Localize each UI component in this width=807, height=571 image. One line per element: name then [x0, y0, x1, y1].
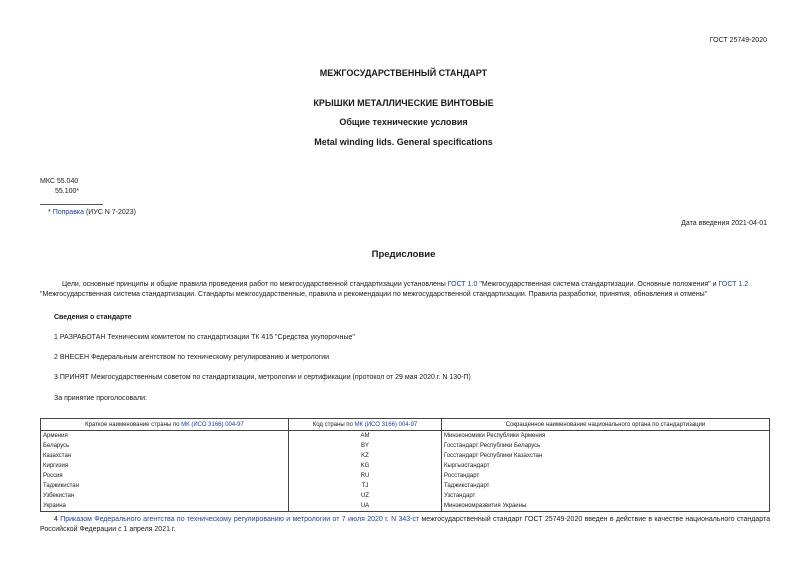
voting-countries-table [40, 418, 770, 512]
table-row [41, 491, 770, 501]
cell-code: KG [289, 461, 442, 471]
cell-body: Кыргызстандарт [442, 461, 770, 471]
cell-country: Казахстан [41, 451, 289, 461]
item4-num: 4 [54, 516, 61, 523]
table-row [41, 431, 770, 442]
cell-code: KZ [289, 451, 442, 461]
document-title: КРЫШКИ МЕТАЛЛИЧЕСКИЕ ВИНТОВЫЕ [313, 98, 494, 108]
interstate-heading: МЕЖГОСУДАРСТВЕННЫЙ СТАНДАРТ [319, 68, 488, 78]
intro-date: Дата введения 2021-04-01 [681, 220, 767, 227]
col-code-link[interactable]: МК (ИСО 3166) 004-97 [354, 421, 418, 428]
order-link[interactable]: Приказом Федерального агентства по техническому регулированию и метрологии от 7 июля 2020 г. N 343-ст [60, 516, 420, 523]
table-row [41, 451, 770, 461]
cell-code: BY [289, 441, 442, 451]
gost-1-0-link[interactable]: ГОСТ 1.0 [447, 281, 478, 288]
foreword-paragraph [40, 280, 770, 300]
amendment-link[interactable]: Поправка [52, 209, 85, 216]
voted-label: За принятие проголосовали: [54, 395, 147, 402]
document-subtitle: Общие технические условия [339, 117, 468, 127]
cell-country: Россия [41, 471, 289, 481]
cell-body: Госстандарт Республики Беларусь [442, 441, 770, 451]
cell-code: UZ [289, 491, 442, 501]
cell-code: AM [289, 431, 442, 442]
table-row [41, 471, 770, 481]
col-country-header [41, 419, 289, 431]
item-adopted: 3 ПРИНЯТ Межгосударственным советом по стандартизации, метрологии и сертификации (протокол от 29 мая 2020 г. N 130-П) [54, 374, 471, 381]
cell-country: Киргизия [41, 461, 289, 471]
col-code-text: Код страны по [312, 421, 355, 428]
table-row [41, 461, 770, 471]
table-row [41, 441, 770, 451]
gost-1-2-link[interactable]: ГОСТ 1.2 [718, 281, 749, 288]
table-row [41, 481, 770, 491]
p1-text-a: Цели, основные принципы и общие правила проведения работ по межгосударственной стандартизации установлены [62, 281, 448, 288]
p1-text-b: "Межгосударственная система стандартизации. Основные положения" и [477, 281, 719, 288]
cell-country: Беларусь [41, 441, 289, 451]
footnote-divider [40, 204, 103, 205]
col-body-header: Сокращенное наименование национального органа по стандартизации [442, 419, 770, 431]
p1-text-c: "Межгосударственная система стандартизации. Стандарты межгосударственные, правила и рекомендации по межгосударственной стандартизации. Правила разработки, принятия, обновления и отмены" [40, 291, 708, 298]
col-country-text: Краткое наименование страны по [85, 421, 182, 428]
item4-rest: межгосударственный стандарт ГОСТ 25749-2020 введен в действие в качестве национального стандарта Российской Федерации с 1 апреля 2021 г. [40, 516, 770, 533]
table-header-row [41, 419, 770, 431]
gost-number: ГОСТ 25749-2020 [709, 37, 767, 44]
cell-country: Украина [41, 501, 289, 512]
cell-body: Росстандарт [442, 471, 770, 481]
footnote-star: * [48, 209, 51, 216]
col-code-header [289, 419, 442, 431]
cell-body: Узстандарт [442, 491, 770, 501]
item-developed: 1 РАЗРАБОТАН Техническим комитетом по стандартизации ТК 415 "Средства укупорочные" [54, 334, 355, 341]
item-submitted: 2 ВНЕСЕН Федеральным агентством по техническому регулированию и метрологии [54, 354, 330, 361]
col-country-link[interactable]: МК (ИСО 3166) 004-97 [181, 421, 244, 428]
cell-country: Узбекистан [41, 491, 289, 501]
cell-body: Минэкономики Республики Армения [442, 431, 770, 442]
english-title: Metal winding lids. General specifications [314, 137, 493, 147]
cell-country: Армения [41, 431, 289, 442]
table-row [41, 501, 770, 512]
cell-code: UA [289, 501, 442, 512]
cell-code: TJ [289, 481, 442, 491]
footnote [48, 209, 136, 216]
cell-country: Таджикистан [41, 481, 289, 491]
foreword-heading: Предисловие [371, 249, 436, 260]
footnote-rest: (ИУС N 7-2023) [84, 209, 136, 216]
cell-body: Госстандарт Республики Казахстан [442, 451, 770, 461]
cell-code: RU [289, 471, 442, 481]
info-heading: Сведения о стандарте [54, 314, 132, 321]
cell-body: Минэкономразвития Украины [442, 501, 770, 512]
item-order [40, 515, 770, 535]
mks-code-secondary: 55.100* [55, 188, 80, 195]
mks-code: МКС 55.040 [40, 178, 79, 185]
cell-body: Таджикстандарт [442, 481, 770, 491]
